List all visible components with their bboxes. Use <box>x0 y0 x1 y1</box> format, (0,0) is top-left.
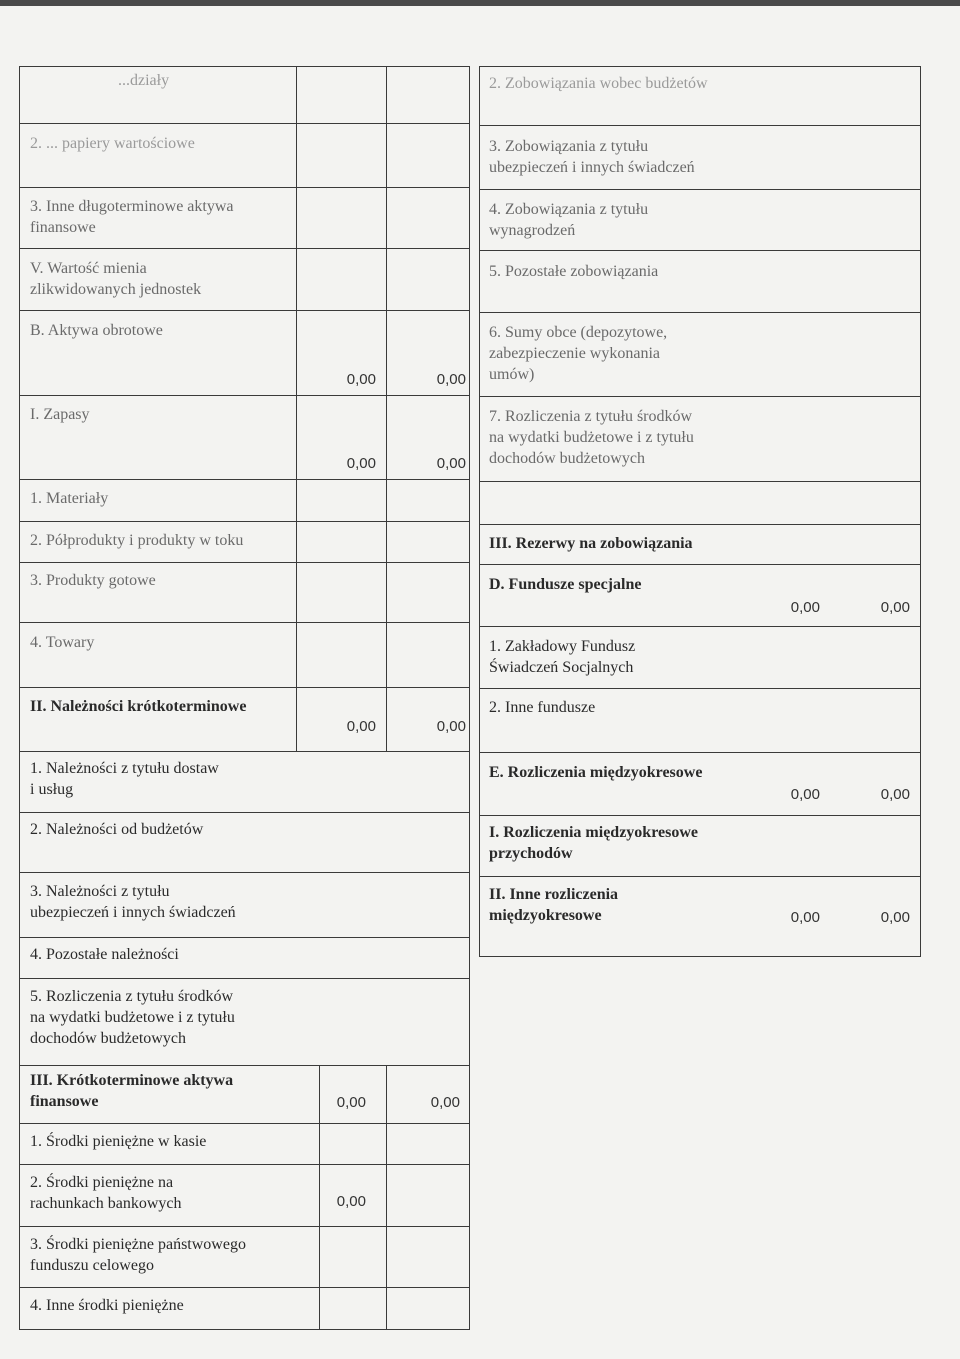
right-row-label: I. Rozliczenia międzyokresowe przychodów <box>489 824 698 862</box>
right-row-label: 5. Pozostałe zobowiązania <box>489 263 659 280</box>
right-row-label: III. Rezerwy na zobowiązania <box>489 535 693 552</box>
right-value-1: 0,00 <box>790 599 820 616</box>
right-value-2: 0,00 <box>880 599 910 616</box>
right-value-2: 0,00 <box>880 909 910 926</box>
right-row-label: 6. Sumy obce (depozytowe, zabezpieczenie wykonania umów) <box>489 324 668 383</box>
left-row-label: 3. Środki pieniężne państwowego funduszu celowego <box>30 1236 246 1274</box>
right-row-label: E. Rozliczenia międzyokresowe <box>489 764 703 781</box>
right-value-2: 0,00 <box>880 786 910 803</box>
left-value-1: 0,00 <box>346 718 376 735</box>
left-row-label: 3. Inne długoterminowe aktywa finansowe <box>30 198 234 236</box>
left-row-label: 4. Pozostałe należności <box>30 946 179 963</box>
right-row-label: 2. Zobowiązania wobec budżetów <box>489 75 708 92</box>
right-row-label: 4. Zobowiązania z tytułu wynagrodzeń <box>489 201 649 239</box>
left-row-label: I. Zapasy <box>30 406 90 423</box>
right-row-label: II. Inne rozliczenia międzyokresowe <box>489 886 619 924</box>
left-row-label: 1. Należności z tytułu dostaw i usług <box>30 760 219 798</box>
left-row-label: III. Krótkoterminowe aktywa finansowe <box>30 1072 234 1110</box>
left-row-label: 1. Materiały <box>30 490 109 507</box>
left-row-label: 3. Należności z tytułu ubezpieczeń i innych świadczeń <box>30 883 236 921</box>
right-row-label: 7. Rozliczenia z tytułu środków na wydatki budżetowe i z tytułu dochodów budżetowych <box>489 408 694 467</box>
left-value-2: 0,00 <box>436 455 466 472</box>
left-row-label: 4. Inne środki pieniężne <box>30 1297 184 1314</box>
left-row-label: ...działy <box>118 72 170 89</box>
left-row-label: 3. Produkty gotowe <box>30 572 156 589</box>
left-value-2: 0,00 <box>430 1094 460 1111</box>
left-value-1: 0,00 <box>346 455 376 472</box>
right-value-1: 0,00 <box>790 909 820 926</box>
scan-edge <box>0 0 960 6</box>
right-value-1: 0,00 <box>790 786 820 803</box>
left-row-label: 5. Rozliczenia z tytułu środków na wydatki budżetowe i z tytułu dochodów budżetowych <box>30 988 235 1047</box>
left-row-label: 2. Środki pieniężne na rachunkach bankowych <box>30 1174 182 1212</box>
left-row-label: B. Aktywa obrotowe <box>30 322 163 339</box>
right-row-label: 1. Zakładowy Fundusz Świadczeń Socjalnych <box>489 638 636 676</box>
left-value-2: 0,00 <box>436 371 466 388</box>
right-row-label: 2. Inne fundusze <box>489 699 596 716</box>
left-value-1: 0,00 <box>336 1193 366 1210</box>
left-row-label: 1. Środki pieniężne w kasie <box>30 1133 207 1150</box>
left-row-label: II. Należności krótkoterminowe <box>30 698 247 715</box>
left-row-label: V. Wartość mienia zlikwidowanych jednostek <box>30 260 202 298</box>
right-row-label: D. Fundusze specjalne <box>489 576 642 593</box>
left-row-label: 2. Półprodukty i produkty w toku <box>30 532 244 549</box>
left-row-label: 2. ... papiery wartościowe <box>30 135 195 152</box>
left-value-1: 0,00 <box>336 1094 366 1111</box>
left-value-1: 0,00 <box>346 371 376 388</box>
left-row-label: 4. Towary <box>30 634 95 651</box>
right-row-label: 3. Zobowiązania z tytułu ubezpieczeń i innych świadczeń <box>489 138 695 176</box>
left-row-label: 2. Należności od budżetów <box>30 821 204 838</box>
left-value-2: 0,00 <box>436 718 466 735</box>
